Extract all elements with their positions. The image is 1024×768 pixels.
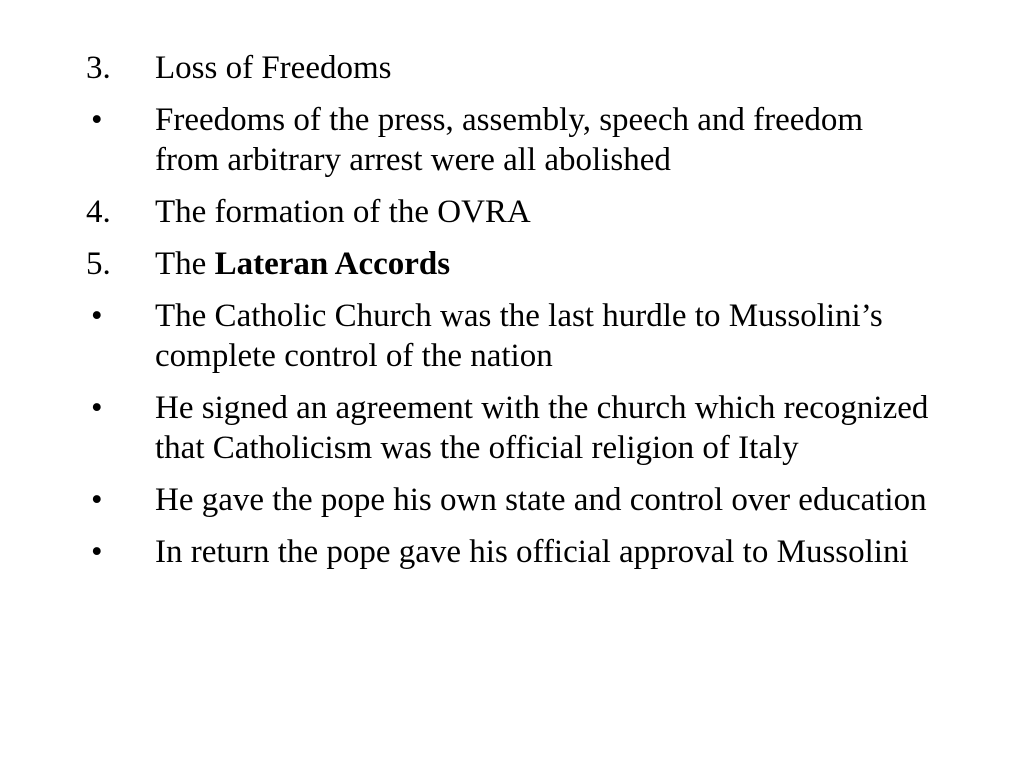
slide-content-list bbox=[86, 48, 986, 584]
bullet-item-text: The Catholic Church was the last hurdle to Mussolini’s complete control of the nation bbox=[155, 298, 883, 374]
bullet-item-text: He signed an agreement with the church which recognized that Catholicism was the official religion of Italy bbox=[155, 390, 929, 466]
list-number: 5. bbox=[86, 246, 111, 282]
bullet-item bbox=[86, 532, 986, 572]
list-item-text: The formation of the OVRA bbox=[155, 194, 531, 230]
list-item-ovra bbox=[86, 192, 986, 232]
list-item-loss-of-freedoms bbox=[86, 48, 986, 88]
bullet-item bbox=[86, 296, 986, 376]
list-item-lateran-accords bbox=[86, 244, 986, 284]
list-number: 4. bbox=[86, 194, 111, 230]
bullet-item-text: Freedoms of the press, assembly, speech and freedom from arbitrary arrest were all abolished bbox=[155, 102, 864, 178]
list-item-text-prefix: The bbox=[155, 246, 215, 282]
bullet-icon: • bbox=[91, 482, 103, 518]
list-item-text bbox=[155, 244, 935, 284]
bullet-item bbox=[86, 480, 986, 520]
bullet-item bbox=[86, 100, 986, 180]
bullet-icon: • bbox=[91, 298, 103, 334]
bullet-item-text: In return the pope gave his official approval to Mussolini bbox=[155, 534, 909, 570]
list-number: 3. bbox=[86, 50, 111, 86]
bullet-icon: • bbox=[91, 390, 103, 426]
lateran-accords-term: Lateran Accords bbox=[214, 246, 451, 282]
bullet-item-text: He gave the pope his own state and control over education bbox=[155, 482, 927, 518]
list-item-text: Loss of Freedoms bbox=[155, 50, 392, 86]
bullet-icon: • bbox=[91, 102, 103, 138]
bullet-item bbox=[86, 388, 986, 468]
bullet-icon: • bbox=[91, 534, 103, 570]
